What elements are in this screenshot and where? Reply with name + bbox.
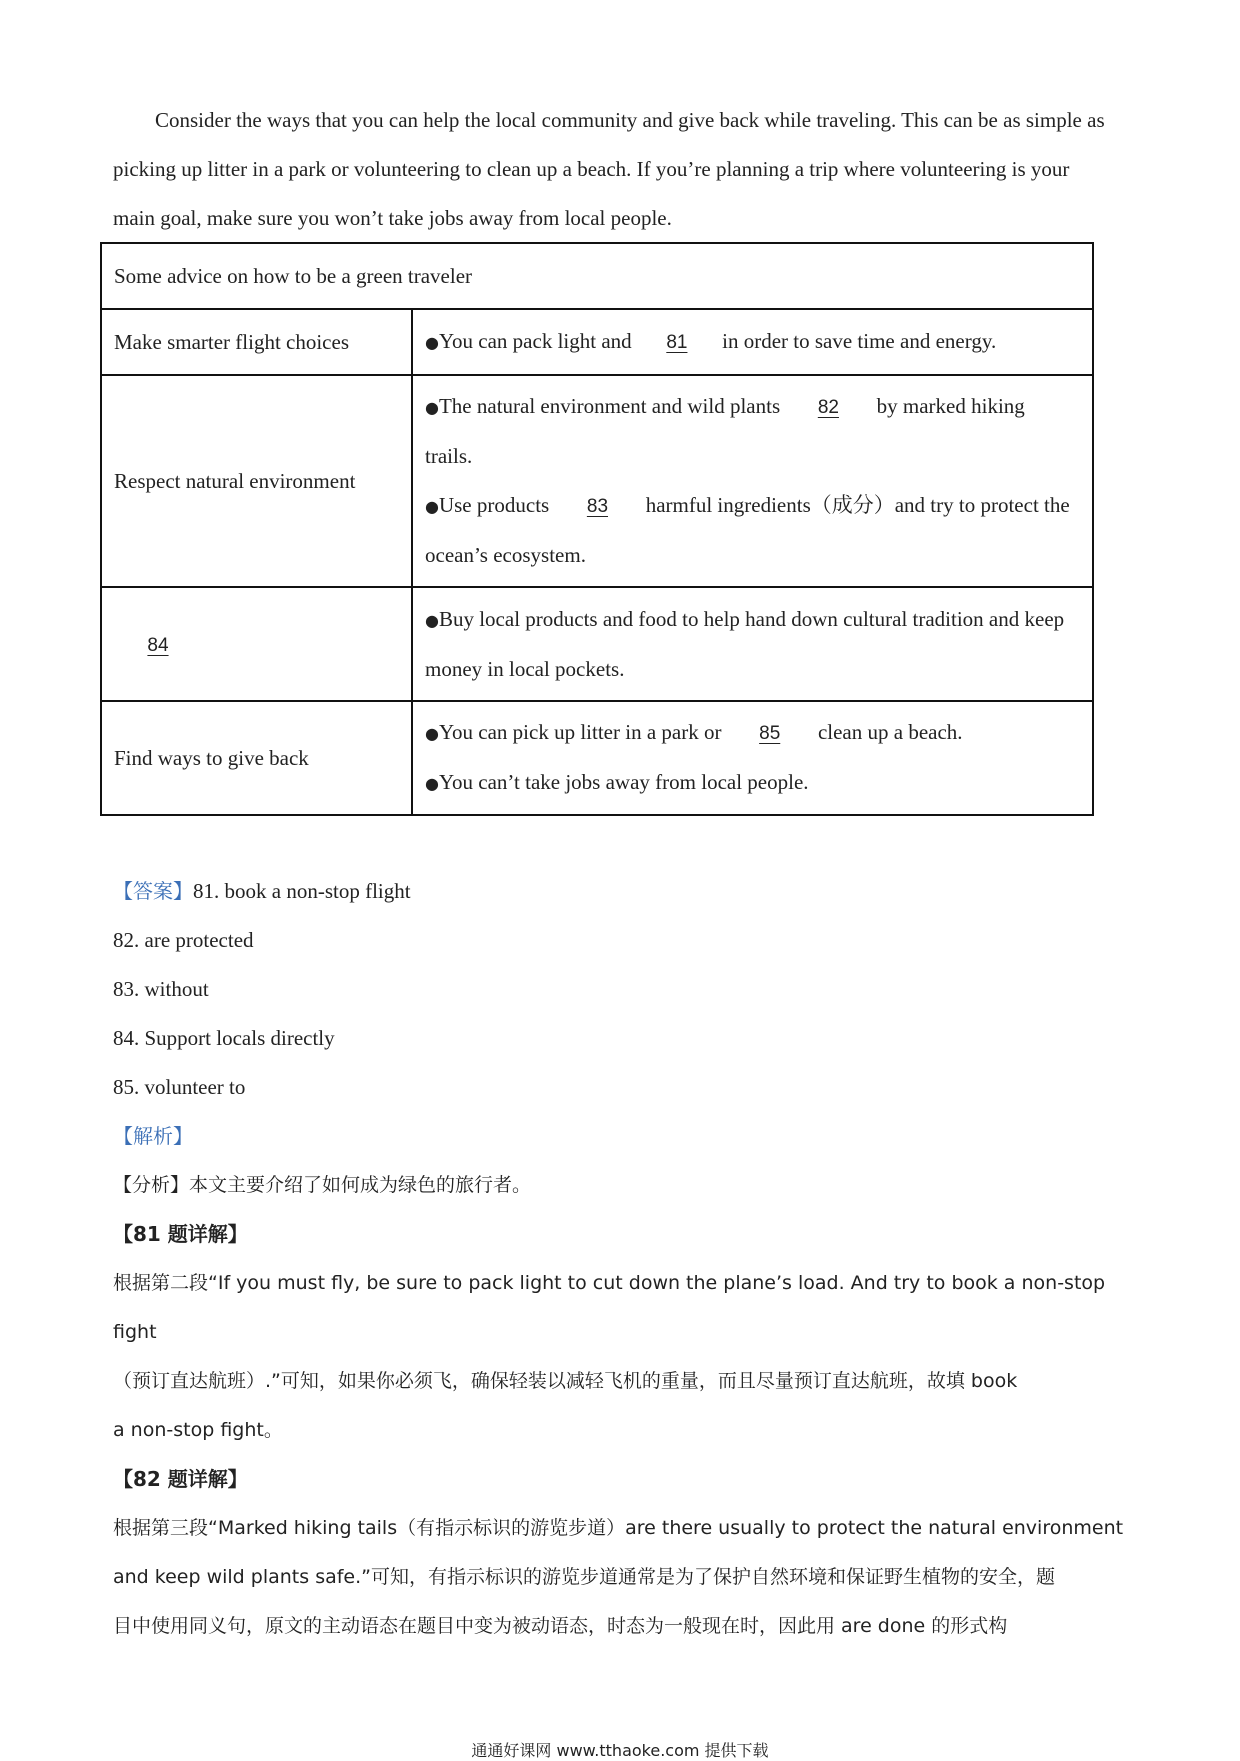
bullet-icon: ● — [425, 333, 439, 352]
row-content: ●You can pick up litter in a park or 85 clean up a beach. ●You can’t take jobs away from local people. — [412, 701, 1093, 815]
table-row — [101, 309, 1093, 375]
row-label: Respect natural environment — [101, 375, 412, 587]
row-label: Find ways to give back — [101, 701, 412, 815]
bullet-icon: ● — [425, 724, 439, 743]
bullet-icon: ● — [425, 497, 439, 516]
q81-title: 【81 题详解】 — [113, 1222, 248, 1246]
intro-paragraph — [113, 96, 1137, 243]
q82-title: 【82 题详解】 — [113, 1467, 248, 1491]
q82-line-2: and keep wild plants safe.”可知，有指示标识的游览步道通常是为了保护自然环境和保证野生植物的安全，题 — [113, 1566, 1056, 1588]
answer-84: 84. Support locals directly — [113, 1026, 335, 1050]
q81-line-1: 根据第二段“If you must fly, be sure to pack light to cut down the plane’s load. And try to book a non-stop fight — [113, 1272, 1106, 1343]
bullet-icon: ● — [425, 610, 439, 630]
blank-85: 85 — [759, 723, 781, 744]
table-row — [101, 375, 1093, 587]
analysis-section — [113, 1161, 1133, 1651]
q81-line-2: （预订直达航班）.”可知，如果你必须飞，确保轻装以减轻飞机的重量，而且尽量预订直达航班，故填 book — [113, 1370, 1018, 1392]
answer-81: 81. book a non-stop flight — [193, 879, 411, 903]
analysis-summary: 【分析】本文主要介绍了如何成为绿色的旅行者。 — [113, 1174, 532, 1196]
blank-81: 81 — [666, 332, 688, 353]
blank-84: 84 — [147, 634, 169, 656]
answer-section — [113, 867, 411, 1161]
blank-83: 83 — [586, 496, 609, 517]
row-label — [101, 587, 412, 701]
intro-line-2: picking up litter in a park or volunteering to clean up a beach. If you’re planning a trip where volunteering is your — [113, 157, 1070, 181]
q82-line-3: 目中使用同义句，原文的主动语态在题目中变为被动语态，时态为一般现在时，因此用 are done 的形式构 — [113, 1615, 1008, 1637]
answer-82: 82. are protected — [113, 928, 254, 952]
row-content: ●You can pack light and 81 in order to save time and energy. — [412, 309, 1093, 375]
row-content: ●Buy local products and food to help hand down cultural tradition and keep money in local pockets. — [412, 587, 1093, 701]
bullet-icon: ● — [425, 398, 439, 417]
answer-83: 83. without — [113, 977, 209, 1001]
table-row — [101, 587, 1093, 701]
advice-table — [100, 242, 1094, 816]
answer-85: 85. volunteer to — [113, 1075, 246, 1099]
row-label: Make smarter flight choices — [101, 309, 412, 375]
table-header-row — [101, 243, 1093, 309]
table-row — [101, 701, 1093, 815]
intro-line-3: main goal, make sure you won’t take jobs away from local people. — [113, 206, 672, 230]
table-header-cell: Some advice on how to be a green traveler — [101, 243, 1093, 309]
analysis-label: 【解析】 — [113, 1124, 193, 1148]
bullet-icon: ● — [425, 774, 439, 793]
q82-line-1: 根据第三段“Marked hiking tails（有指示标识的游览步道）are there usually to protect the natural environment — [113, 1517, 1124, 1539]
page-footer: 通通好课网 www.tthaoke.com 提供下载 — [471, 1741, 769, 1760]
answer-label: 【答案】 — [113, 879, 193, 903]
intro-line-1: Consider the ways that you can help the local community and give back while traveling. This can be as simple as — [155, 108, 1105, 132]
blank-82: 82 — [817, 397, 839, 418]
q81-line-3: a non-stop fight。 — [113, 1419, 283, 1441]
row-content: ●The natural environment and wild plants 82 by marked hiking trails. ●Use products 83 harmful ingredients（成分）and try to protect the ocean’s ecosystem. — [412, 375, 1093, 587]
